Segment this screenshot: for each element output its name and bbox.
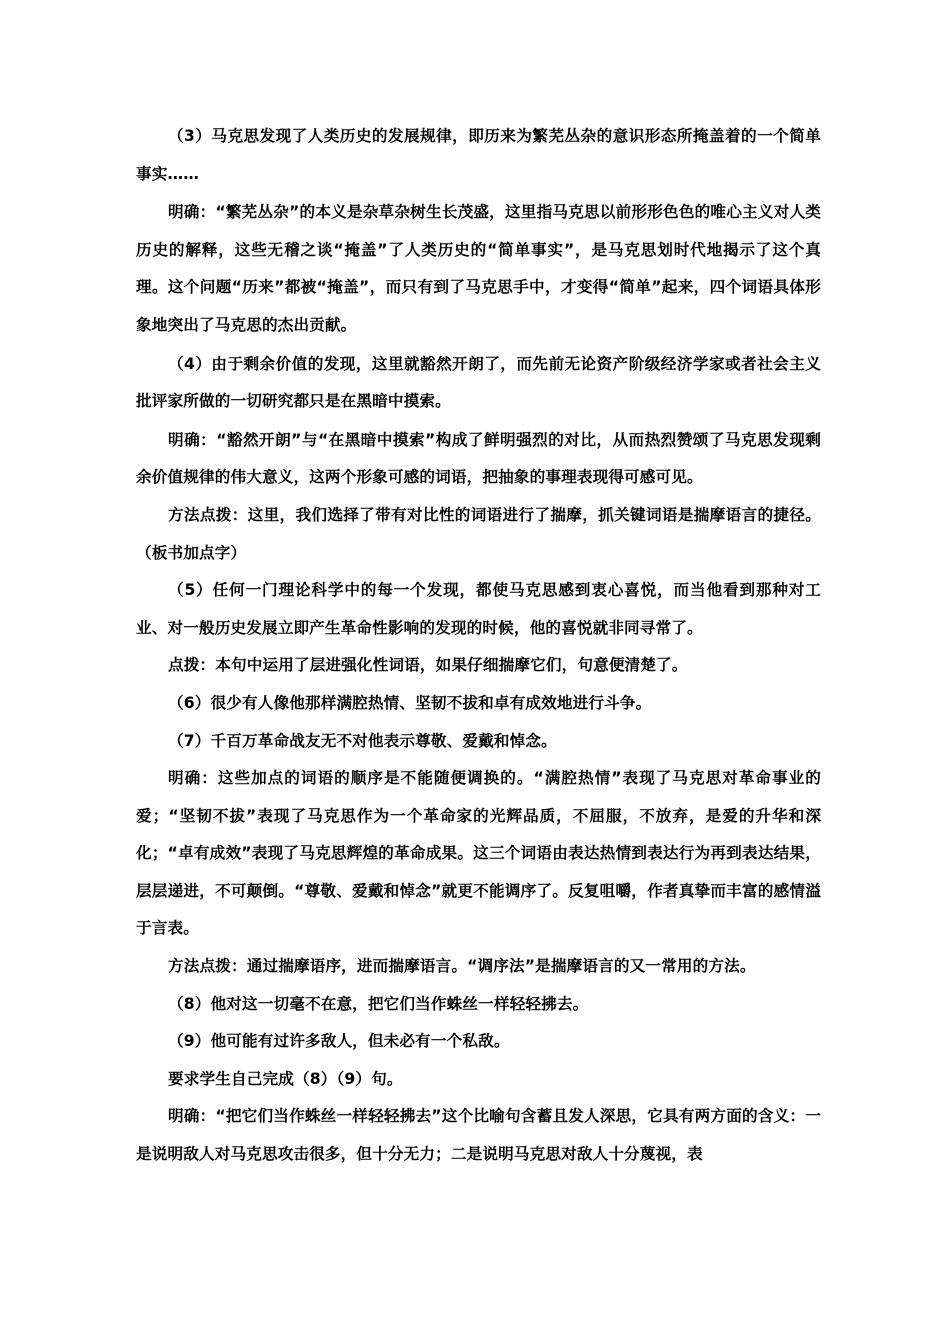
paragraph-student-task: 要求学生自己完成（8）（9）句。 <box>168 1069 403 1088</box>
paragraph-explanation-4: 明确：“豁然开朗”与“在黑暗中摸索”构成了鲜明强烈的对比，从而热烈赞颂了马克思发现剩余价值规律的伟大意义，这两个形象可感的词语，把抽象的事理表现得可感可见。 <box>136 430 821 487</box>
paragraph-method-tip-2: 方法点拨：通过揣摩语序，进而揣摩语言。“调序法”是揣摩语言的又一常用的方法。 <box>168 957 756 976</box>
paragraph-sentence-3: （3）马克思发现了人类历史的发展规律，即历来为繁芜丛杂的意识形态所掩盖着的一个简单事实…… <box>136 127 821 183</box>
document-body <box>136 118 821 1174</box>
paragraph-explanation-3: 明确：“繁芜丛杂”的本义是杂草杂树生长茂盛，这里指马克思以前形形色色的唯心主义对人类历史的解释，这些无稽之谈“掩盖”了人类历史的“简单事实”，是马克思划时代地揭示了这个真理。这个问题“历来”都被“掩盖”，而只有到了马克思手中，才变得“简单”起来，四个词语具体形象地突出了马克思的杰出贡献。 <box>136 203 821 334</box>
paragraph-sentence-6: （6）很少有人像他那样满腔热情、坚韧不拔和卓有成效地进行斗争。 <box>168 693 652 712</box>
paragraph-sentence-4: （4）由于剩余价值的发现，这里就豁然开朗了，而先前无论资产阶级经济学家或者社会主义批评家所做的一切研究都只是在黑暗中摸索。 <box>136 354 821 411</box>
paragraph-explanation-6-7: 明确：这些加点的词语的顺序是不能随便调换的。“满腔热情”表现了马克思对革命事业的爱；“坚韧不拔”表现了马克思作为一个革命家的光辉品质，不屈服，不放弃，是爱的升华和深化；“卓有成效”表现了马克思辉煌的革命成果。这三个词语由表达热情到表达行为再到表达结果，层层递进，不可颠倒。“尊敬、爱戴和悼念”就更不能调序了。反复咀嚼，作者真挚而丰富的感情溢于言表。 <box>136 769 821 938</box>
paragraph-sentence-8: （8）他对这一切毫不在意，把它们当作蛛丝一样轻轻拂去。 <box>168 994 589 1013</box>
paragraph-sentence-9: （9）他可能有过许多敌人，但未必有一个私敌。 <box>168 1032 510 1051</box>
paragraph-sentence-5: （5）任何一门理论科学中的每一个发现，都使马克思感到衷心喜悦，而当他看到那种对工业、对一般历史发展立即产生革命性影响的发现的时候，他的喜悦就非同寻常了。 <box>136 581 821 637</box>
paragraph-method-tip-1: 方法点拨：这里，我们选择了带有对比性的词语进行了揣摩，抓关键词语是揣摩语言的捷径。（板书加点字） <box>136 505 821 562</box>
paragraph-sentence-7: （7）千百万革命战友无不对他表示尊敬、爱戴和悼念。 <box>168 731 557 750</box>
paragraph-tip-5: 点拨：本句中运用了层进强化性词语，如果仔细揣摩它们，句意便清楚了。 <box>168 656 688 675</box>
paragraph-explanation-8: 明确：“把它们当作蛛丝一样轻轻拂去”这个比喻句含蓄且发人深思，它具有两方面的含义：一是说明敌人对马克思攻击很多，但十分无力；二是说明马克思对敌人十分蔑视，表 <box>136 1107 821 1164</box>
